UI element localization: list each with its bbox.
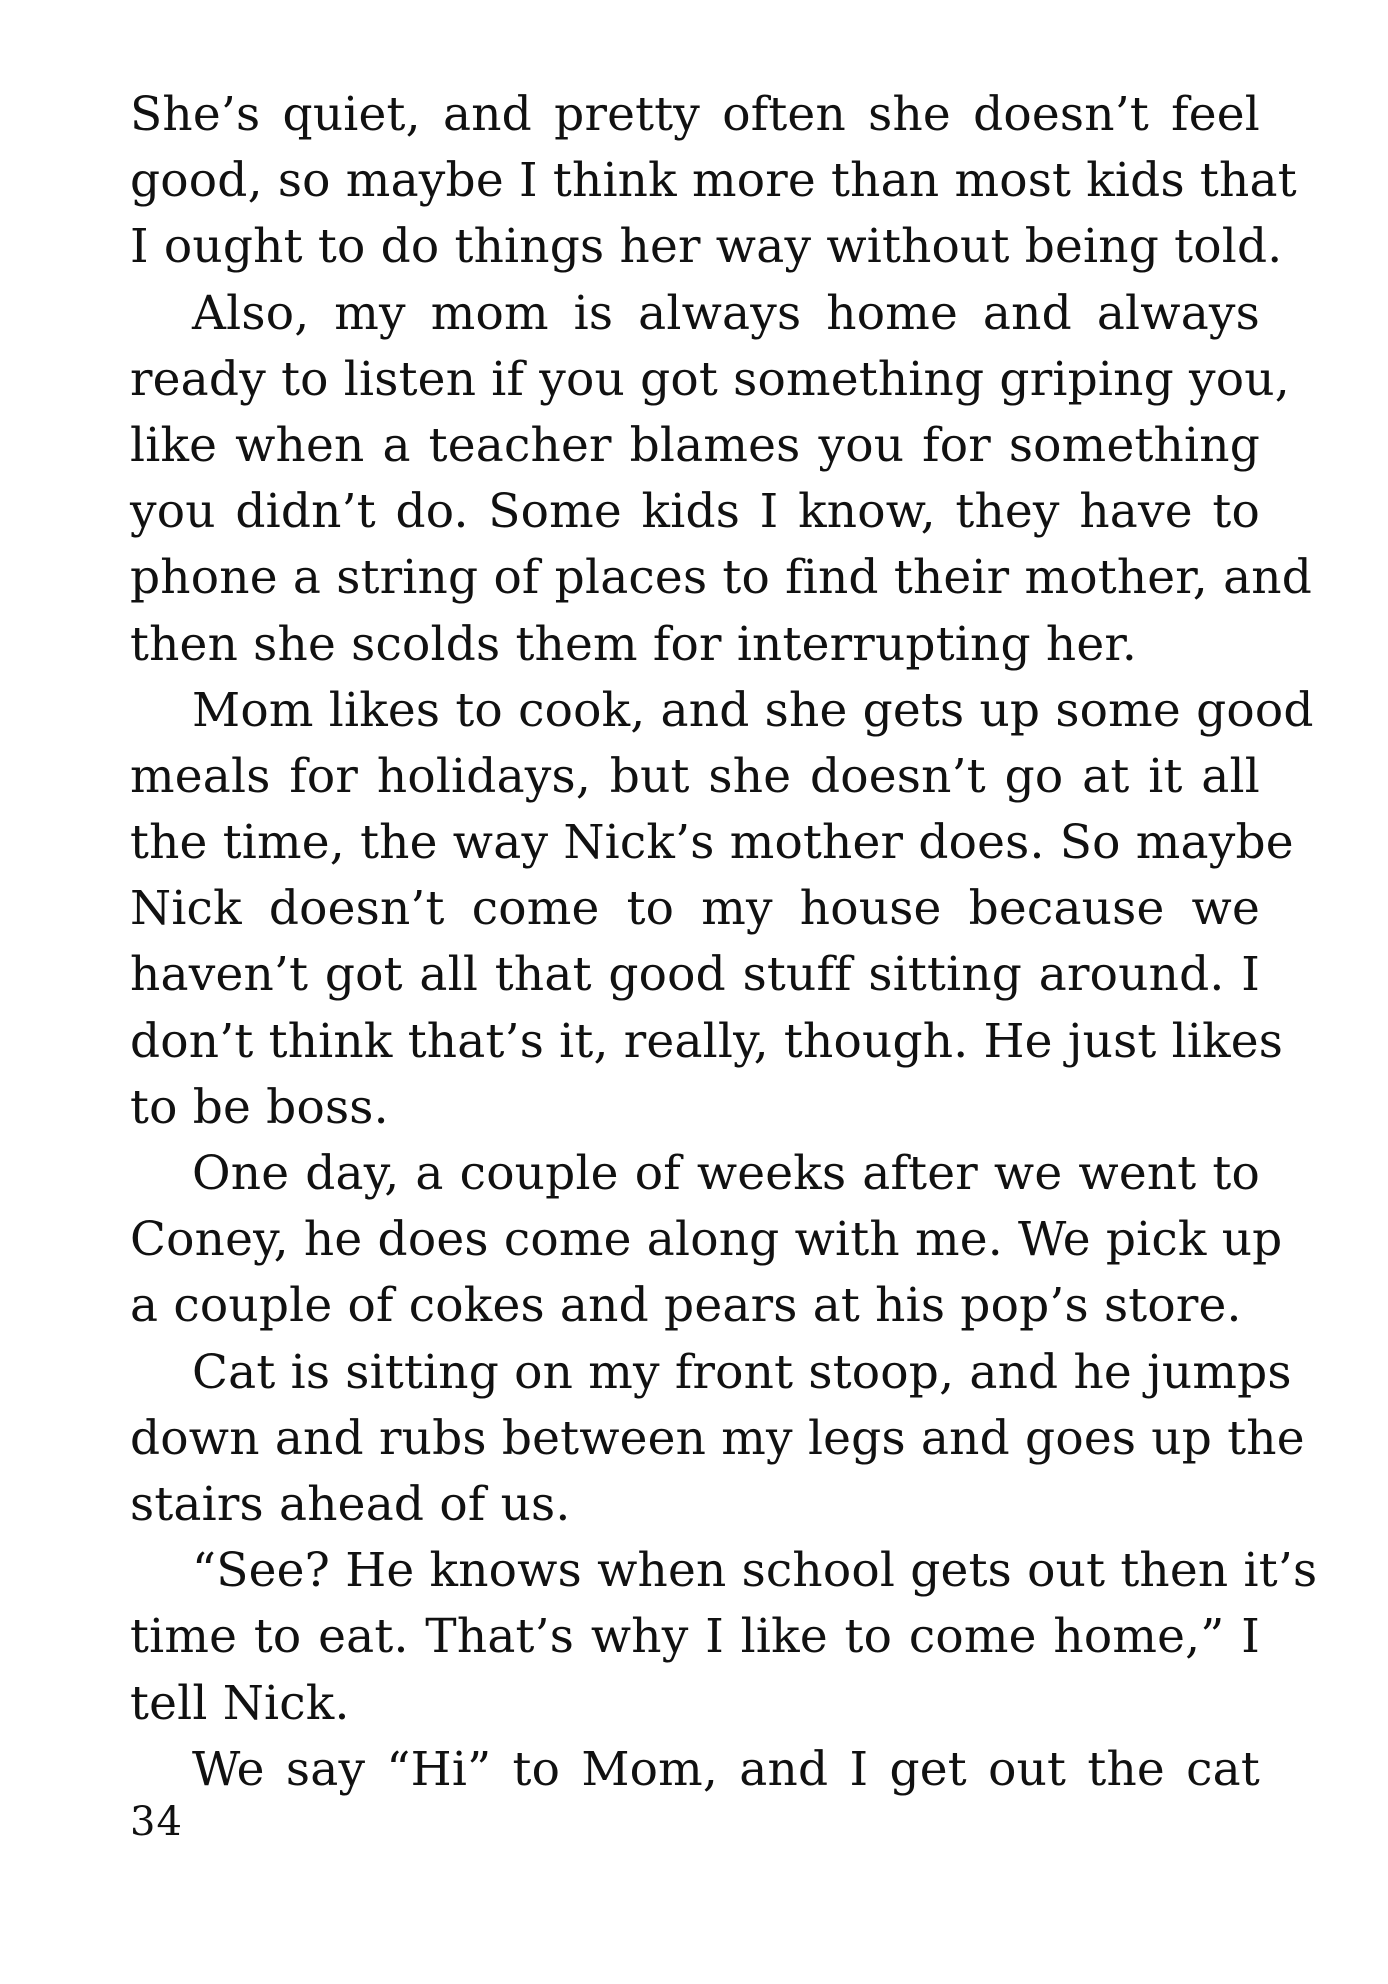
text-line: time to eat. That’s why I like to come home,” I [130,1609,1260,1665]
text-line: good, so maybe I think more than most kids that [130,153,1297,209]
text-line: down and rubs between my legs and goes up the [130,1410,1305,1466]
text-line: Nick doesn’t come to my house because we [130,881,1260,937]
text-line: She’s quiet, and pretty often she doesn’t feel [130,87,1260,142]
text-line: the time, the way Nick’s mother does. So maybe [130,815,1294,871]
text-line: stairs ahead of us. [130,1476,571,1532]
text-line: like when a teacher blames you for something [130,417,1260,473]
text-line: phone a string of places to find their mother, and [130,550,1313,606]
text-line: One day, a couple of weeks after we went to [192,1146,1260,1201]
text-line: meals for holidays, but she doesn’t go at it all [130,748,1260,804]
text-line: I ought to do things her way without being told. [130,219,1283,275]
body-text [130,82,1318,1803]
text-line: a couple of cokes and pears at his pop’s store. [130,1278,1242,1334]
text-line: Coney, he does come along with me. We pick up [130,1212,1283,1268]
text-line: Mom likes to cook, and she gets up some good [192,682,1314,738]
text-line: to be boss. [130,1079,389,1135]
text-line: We say “Hi” to Mom, and I get out the cat [192,1741,1260,1797]
text-line: Cat is sitting on my front stoop, and he jumps [192,1344,1292,1400]
text-line: don’t think that’s it, really, though. He just likes [130,1013,1284,1069]
text-line: tell Nick. [130,1675,350,1731]
text-line: you didn’t do. Some kids I know, they have to [130,484,1260,540]
text-line: Also, my mom is always home and always [192,285,1260,341]
text-line: haven’t got all that good stuff sitting around. I [130,947,1260,1003]
text-line: “See? He knows when school gets out then it’s [192,1543,1318,1599]
page-number: 34 [130,1799,183,1845]
text-line: ready to listen if you got something griping you, [130,351,1290,407]
text-line: then she scolds them for interrupting her. [130,616,1138,672]
